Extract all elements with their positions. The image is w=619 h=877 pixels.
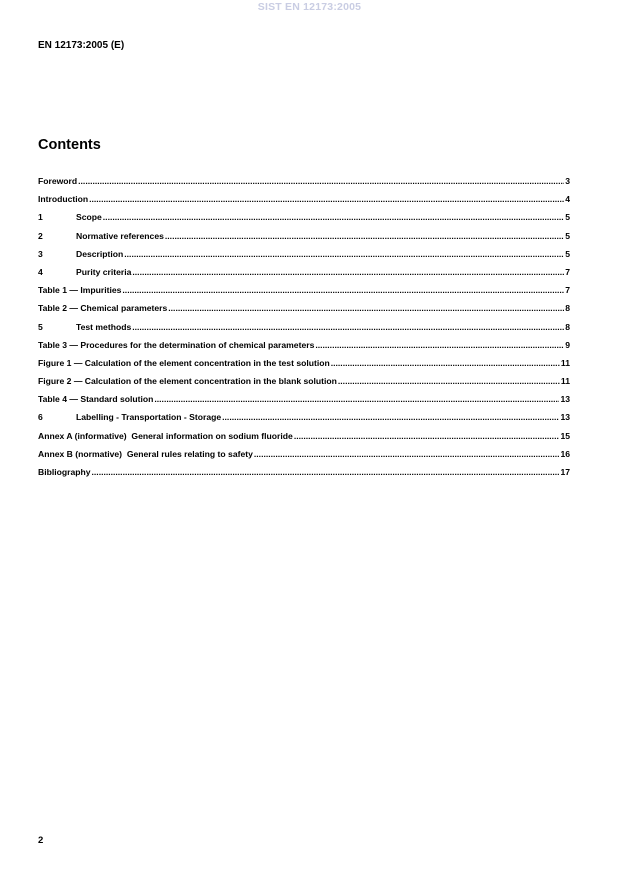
toc-leader-dots — [294, 431, 560, 441]
toc-entry-page: 15 — [560, 430, 570, 441]
toc-leader-dots — [89, 194, 564, 204]
toc-leader-dots — [168, 303, 564, 313]
toc-entry-page: 13 — [560, 394, 570, 405]
toc-leader-dots — [103, 212, 564, 222]
toc-entry-label: Annex B (normative) General rules relating to safety — [38, 448, 253, 459]
toc-entry-label: Introduction — [38, 194, 89, 205]
toc-leader-dots — [124, 249, 564, 259]
toc-entry-label: Foreword — [38, 176, 78, 186]
toc-leader-dots — [132, 322, 564, 332]
contents-title: Contents — [38, 137, 101, 153]
toc-entry-annex-a[interactable] — [38, 431, 570, 449]
toc-entry-page: 3 — [565, 176, 570, 186]
toc-entry-page: 5 — [565, 212, 570, 223]
toc-entry-foreword[interactable] — [38, 176, 570, 194]
toc-entry-table-3[interactable] — [38, 340, 570, 358]
toc-entry-number: 6 — [38, 412, 43, 423]
toc-entry-page: 7 — [565, 266, 570, 277]
toc-leader-dots — [331, 358, 560, 368]
toc-entry-label: Purity criteria — [76, 266, 132, 277]
toc-entry-test-methods[interactable] — [38, 322, 570, 340]
toc-entry-page: 8 — [565, 321, 570, 332]
toc-entry-purity-criteria[interactable] — [38, 267, 570, 285]
toc-entry-label: Table 1 — Impurities — [38, 285, 122, 296]
toc-entry-introduction[interactable] — [38, 194, 570, 212]
toc-entry-number: 4 — [38, 266, 43, 277]
toc-entry-label: Bibliography — [38, 467, 91, 477]
toc-entry-label: Test methods — [76, 321, 132, 332]
toc-entry-labelling[interactable] — [38, 412, 570, 430]
toc-entry-figure-2[interactable] — [38, 376, 570, 394]
toc-leader-dots — [122, 285, 564, 295]
toc-entry-page: 17 — [560, 467, 570, 477]
toc-leader-dots — [222, 412, 559, 422]
toc-leader-dots — [338, 376, 560, 386]
toc-entry-label: Table 2 — Chemical parameters — [38, 303, 168, 314]
toc-entry-page: 16 — [560, 448, 570, 459]
toc-leader-dots — [154, 394, 559, 404]
toc-entry-label: Figure 2 — Calculation of the element concentration in the blank solution — [38, 376, 337, 387]
toc-entry-number: 3 — [38, 248, 43, 259]
toc-leader-dots — [254, 449, 560, 459]
watermark: SIST EN 12173:2005 — [257, 1, 362, 13]
toc-entry-label: Scope — [76, 212, 102, 223]
toc-entry-label: Table 4 — Standard solution — [38, 394, 154, 405]
toc-entry-label: Table 3 — Procedures for the determination of chemical parameters — [38, 339, 315, 350]
toc-entry-normative-references[interactable] — [38, 231, 570, 249]
toc-entry-bibliography[interactable] — [38, 467, 570, 485]
toc-entry-label: Normative references — [76, 230, 164, 241]
toc-entry-table-2[interactable] — [38, 303, 570, 321]
toc-entry-table-1[interactable] — [38, 285, 570, 303]
toc-leader-dots — [165, 231, 564, 241]
toc-entry-page: 4 — [565, 194, 570, 205]
document-id: EN 12173:2005 (E) — [38, 40, 125, 51]
toc-entry-label: Labelling - Transportation - Storage — [76, 412, 222, 423]
toc-entry-page: 11 — [560, 357, 570, 368]
toc-entry-page: 8 — [565, 303, 570, 314]
toc-entry-label: Description — [76, 248, 124, 259]
toc-entry-page: 11 — [560, 376, 570, 387]
toc-entry-number: 2 — [38, 230, 43, 241]
toc-entry-figure-1[interactable] — [38, 358, 570, 376]
toc-leader-dots — [132, 267, 564, 277]
toc-leader-dots — [315, 340, 564, 350]
toc-entry-number: 5 — [38, 321, 43, 332]
toc-entry-label: Figure 1 — Calculation of the element concentration in the test solution — [38, 357, 330, 368]
toc-entry-label: Annex A (informative) General information on sodium fluoride — [38, 430, 293, 441]
toc-entry-page: 7 — [565, 285, 570, 296]
toc-entry-table-4[interactable] — [38, 394, 570, 412]
table-of-contents — [38, 176, 570, 485]
toc-entry-description[interactable] — [38, 249, 570, 267]
toc-leader-dots — [92, 467, 560, 477]
toc-entry-page: 13 — [560, 412, 570, 423]
toc-entry-number: 1 — [38, 212, 43, 223]
page-number: 2 — [38, 835, 44, 846]
toc-entry-page: 9 — [565, 339, 570, 350]
toc-entry-scope[interactable] — [38, 212, 570, 230]
toc-entry-page: 5 — [565, 248, 570, 259]
toc-leader-dots — [78, 176, 564, 186]
toc-entry-page: 5 — [565, 230, 570, 241]
toc-entry-annex-b[interactable] — [38, 449, 570, 467]
